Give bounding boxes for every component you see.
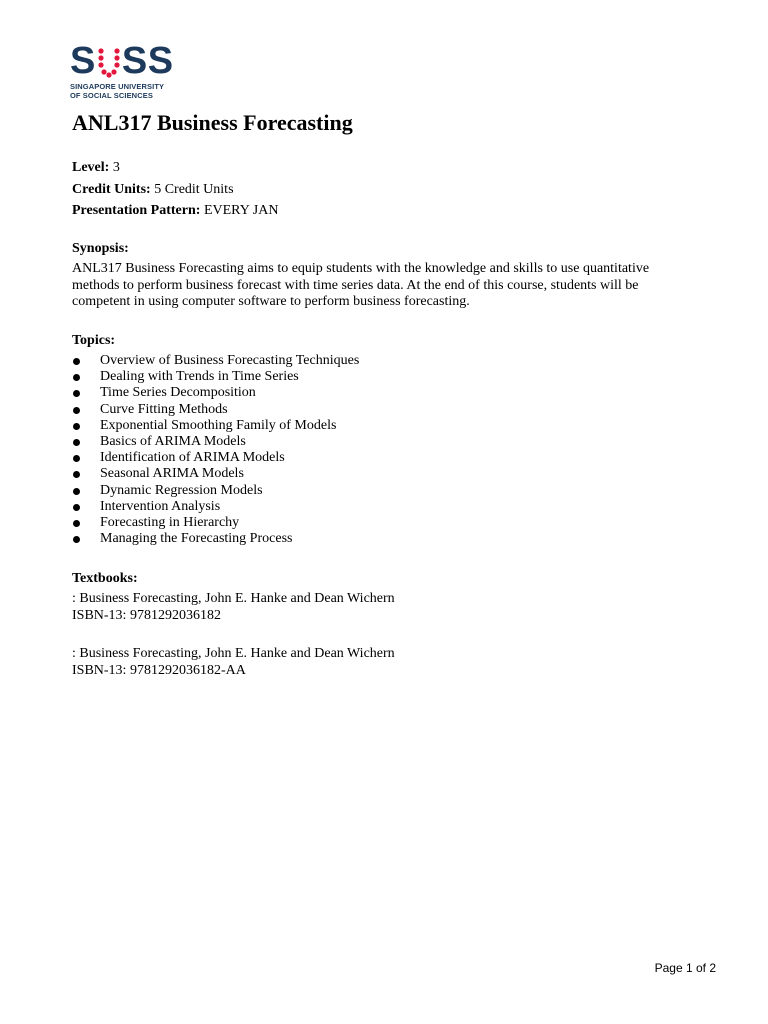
textbook-isbn: ISBN-13: 9781292036182	[72, 607, 221, 623]
list-item	[72, 353, 359, 369]
topic-text: Intervention Analysis	[100, 498, 221, 514]
course-title: ANL317 Business Forecasting	[72, 110, 353, 135]
topic-text: Basics of ARIMA Models	[100, 433, 246, 449]
list-item	[72, 369, 359, 385]
level-row	[72, 159, 120, 176]
bullet-icon	[73, 471, 80, 478]
logo-line-2: OF SOCIAL SCIENCES	[70, 91, 153, 100]
textbook-entry	[72, 646, 395, 679]
textbook-entry	[72, 591, 395, 624]
list-item	[72, 402, 359, 418]
credit-units-row	[72, 181, 234, 198]
presentation-pattern-value: EVERY JAN	[203, 203, 279, 218]
topic-text: Seasonal ARIMA Models	[100, 466, 244, 482]
synopsis-heading: Synopsis:	[72, 241, 129, 256]
bullet-icon	[73, 520, 80, 527]
list-item	[72, 466, 359, 482]
list-item	[72, 531, 359, 547]
list-item	[72, 483, 359, 499]
topic-text: Overview of Business Forecasting Techniques	[100, 353, 360, 368]
bullet-icon	[73, 423, 80, 430]
topics-heading: Topics:	[72, 333, 116, 348]
list-item	[72, 418, 359, 434]
bullet-icon	[73, 390, 80, 397]
bullet-icon	[73, 407, 80, 414]
suss-logo	[70, 42, 182, 102]
bullet-icon	[73, 374, 80, 381]
list-item	[72, 434, 359, 450]
textbook-title: : Business Forecasting, John E. Hanke and Dean Wichern	[72, 591, 395, 606]
topic-text: Curve Fitting Methods	[100, 401, 228, 417]
topic-text: Managing the Forecasting Process	[100, 531, 293, 547]
bullet-icon	[73, 504, 80, 511]
bullet-icon	[73, 488, 80, 495]
topic-text: Dealing with Trends in Time Series	[100, 369, 299, 385]
topic-text: Time Series Decomposition	[100, 385, 256, 401]
topic-text: Identification of ARIMA Models	[100, 450, 285, 466]
logo-u-dots-icon	[96, 42, 122, 80]
credit-units-label: Credit Units:	[72, 182, 151, 197]
textbooks-heading: Textbooks:	[72, 571, 138, 586]
bullet-icon	[73, 439, 80, 446]
list-item	[72, 499, 359, 515]
synopsis-text	[72, 261, 712, 311]
bullet-icon	[73, 455, 80, 462]
logo-line-1: SINGAPORE UNIVERSITY	[70, 82, 165, 91]
logo-letter-s: S	[70, 40, 96, 82]
logo-letters-ss: SS	[121, 40, 174, 82]
textbook-title: : Business Forecasting, John E. Hanke and Dean Wichern	[72, 646, 395, 661]
synopsis-line: competent in using computer software to perform business forecasting.	[72, 294, 470, 309]
bullet-icon	[73, 358, 80, 365]
synopsis-line: ANL317 Business Forecasting aims to equip students with the knowledge and skills to use quantitative	[72, 261, 650, 276]
presentation-pattern-label: Presentation Pattern:	[72, 203, 201, 218]
topic-text: Exponential Smoothing Family of Models	[100, 417, 337, 433]
logo-wordmark	[70, 42, 174, 80]
presentation-pattern-row	[72, 202, 278, 219]
credit-units-value: 5 Credit Units	[154, 182, 234, 197]
topic-text: Dynamic Regression Models	[100, 482, 263, 498]
topics-list	[72, 353, 359, 547]
list-item	[72, 515, 359, 531]
bullet-icon	[73, 536, 80, 543]
page-number: Page 1 of 2	[654, 961, 716, 975]
synopsis-line: methods to perform business forecast with time series data. At the end of this course, students will be	[72, 277, 639, 293]
topic-text: Forecasting in Hierarchy	[100, 514, 240, 530]
list-item	[72, 450, 359, 466]
list-item	[72, 385, 359, 401]
level-label: Level:	[72, 160, 110, 175]
level-value: 3	[112, 160, 120, 175]
textbook-isbn: ISBN-13: 9781292036182-AA	[72, 662, 246, 678]
